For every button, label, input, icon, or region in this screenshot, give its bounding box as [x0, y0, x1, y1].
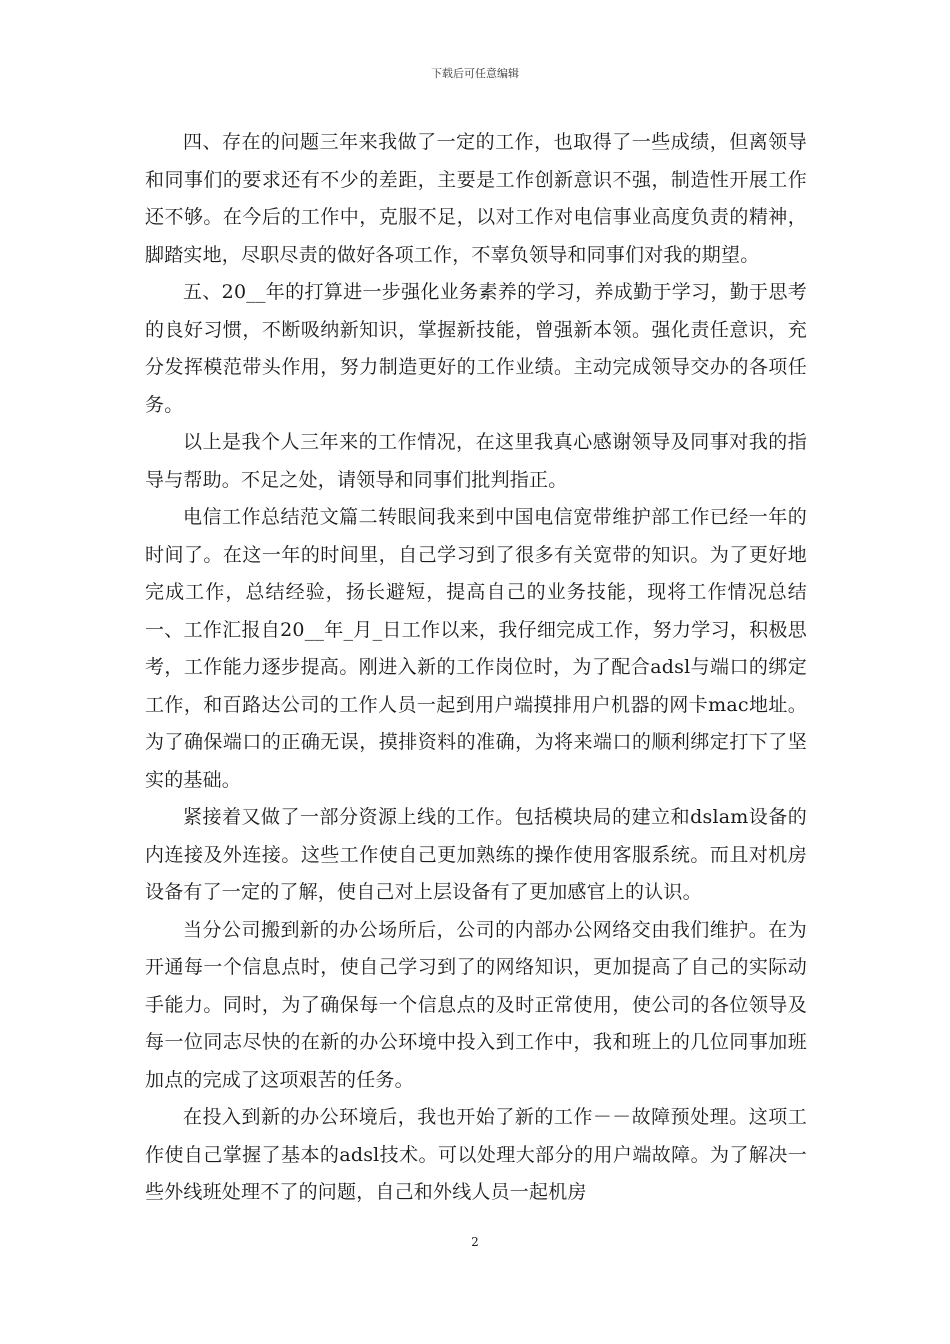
paragraph-office-network: 当分公司搬到新的办公场所后，公司的内部办公网络交由我们维护。在为开通每一个信息点时，使自己学习到了的网络知识，更加提高了自己的实际动手能力。同时，为了确保每一个信息点的及时正常使用，使公司的各位领导及每一位同志尽快的在新的办公环境中投入到工作中，我和班上的几位同事加班加点的完成了这项艰苦的任务。	[145, 918, 807, 1091]
paragraph-thanks: 以上是我个人三年来的工作情况，在这里我真心感谢领导及同事对我的指导与帮助。不足之处，请领导和同事们批判指正。	[145, 431, 807, 491]
document-body	[145, 124, 807, 1212]
paragraph-summary-two-intro: 电信工作总结范文篇二转眼间我来到中国电信宽带维护部工作已经一年的时间了。在这一年的时间里，自己学习到了很多有关宽带的知识。为了更好地完成工作，总结经验，扬长避短，提高自己的业务技能，现将工作情况总结一、工作汇报自20__年_月_日工作以来，我仔细完成工作，努力学习，积极思考，工作能力逐步提高。刚进入新的工作岗位时，为了配合adsl与端口的绑定工作，和百路达公司的工作人员一起到用户端摸排用户机器的网卡mac地址。为了确保端口的正确无误，摸排资料的准确，为将来端口的顺利绑定打下了坚实的基础。	[145, 506, 807, 791]
paragraph-problems: 四、存在的问题三年来我做了一定的工作，也取得了一些成绩，但离领导和同事们的要求还有不少的差距，主要是工作创新意识不强，制造性开展工作还不够。在今后的工作中，克服不足，以对工作对电信事业高度负责的精神，脚踏实地，尽职尽责的做好各项工作，不辜负领导和同事们对我的期望。	[145, 131, 807, 266]
page-number: 2	[471, 1235, 479, 1249]
page-header: 下载后可任意编辑	[431, 67, 519, 80]
paragraph-fault-handling: 在投入到新的办公环境后，我也开始了新的工作－－故障预处理。这项工作使自己掌握了基本的adsl技术。可以处理大部分的用户端故障。为了解决一些外线班处理不了的问题，自己和外线人员一起机房	[145, 1106, 807, 1203]
paragraph-resources: 紧接着又做了一部分资源上线的工作。包括模块局的建立和dslam设备的内连接及外连接。这些工作使自己更加熟练的操作使用客服系统。而且对机房设备有了一定的了解，使自己对上层设备有了更加感官上的认识。	[145, 806, 807, 903]
paragraph-plans: 五、20__年的打算进一步强化业务素养的学习，养成勤于学习，勤于思考的良好习惯，不断吸纳新知识，掌握新技能，曾强新本领。强化责任意识，充分发挥模范带头作用，努力制造更好的工作业绩。主动完成领导交办的各项任务。	[145, 281, 807, 416]
